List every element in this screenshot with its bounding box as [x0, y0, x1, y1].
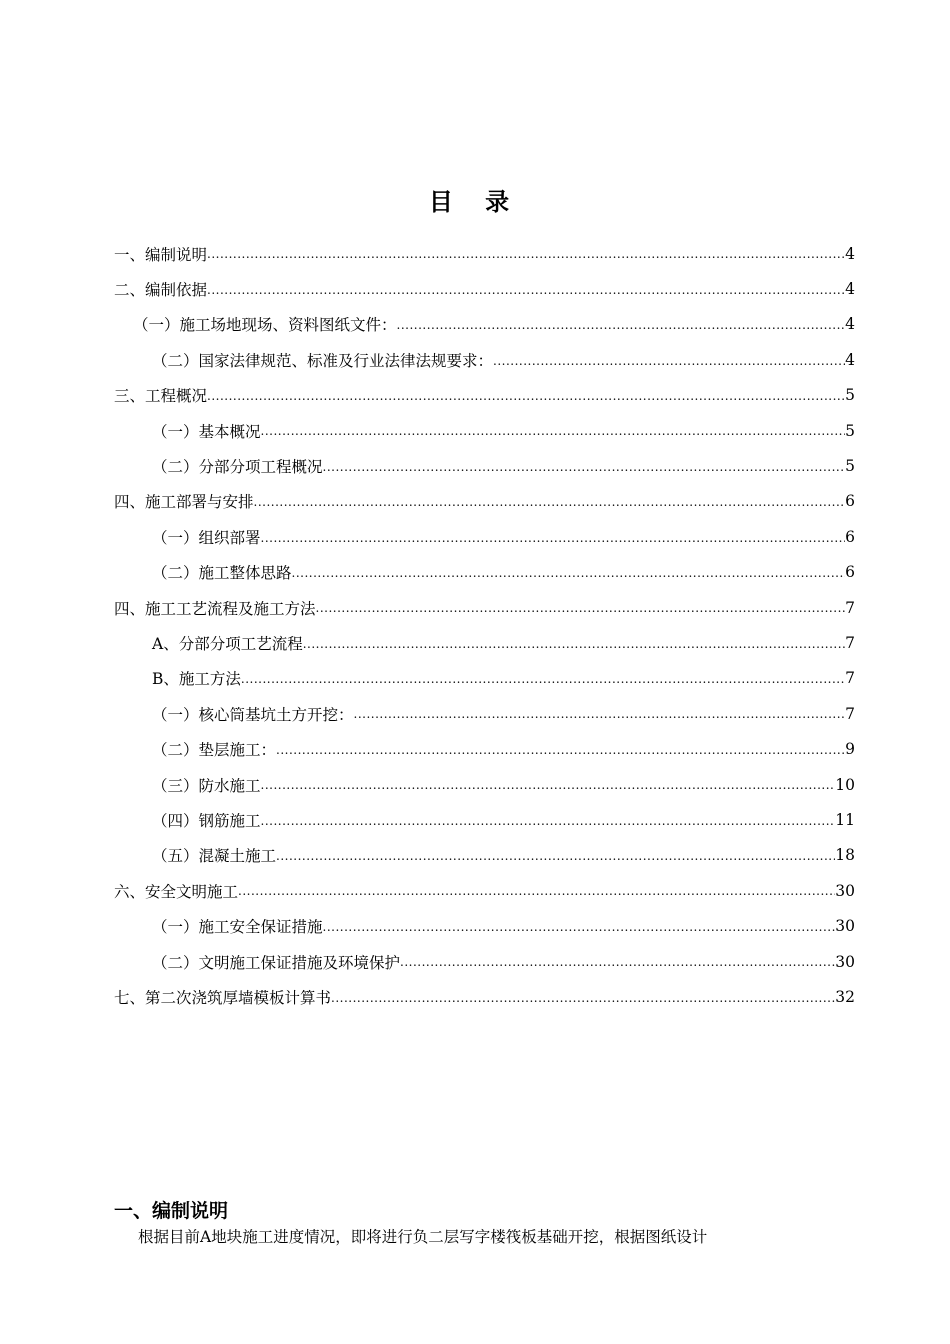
toc-entry[interactable]	[0, 307, 950, 342]
toc-entry-text: 四、施工工艺流程及施工方法	[114, 599, 316, 618]
toc-leader-dots	[261, 422, 846, 440]
toc-entry[interactable]	[0, 731, 950, 766]
toc-entry[interactable]	[0, 944, 950, 979]
toc-leader-dots	[238, 882, 835, 900]
toc-leader-dots	[261, 529, 846, 547]
toc-entry[interactable]	[0, 236, 950, 271]
toc-entry[interactable]	[0, 378, 950, 413]
toc-entry-text: 三、工程概况	[114, 387, 208, 406]
toc-entry-page: 9	[845, 740, 855, 759]
toc-leader-dots	[493, 352, 845, 370]
toc-entry[interactable]	[0, 802, 950, 837]
toc-entry-text: 六、安全文明施工	[114, 882, 239, 901]
toc-entry-text: （二）分部分项工程概况	[152, 458, 323, 477]
table-of-contents	[0, 236, 950, 1015]
toc-entry-page: 5	[845, 421, 855, 440]
toc-entry-text: （五）混凝土施工	[152, 847, 277, 866]
toc-leader-dots	[331, 989, 835, 1007]
toc-entry[interactable]	[0, 838, 950, 873]
toc-entry-text: （二）文明施工保证措施及环境保护	[152, 953, 401, 972]
toc-leader-dots	[400, 953, 835, 971]
toc-entry-page: 7	[845, 633, 855, 652]
toc-leader-dots	[397, 316, 846, 334]
toc-entry[interactable]	[0, 908, 950, 943]
toc-leader-dots	[261, 812, 836, 830]
toc-entry[interactable]	[0, 484, 950, 519]
toc-entry-text: （一）核心筒基坑土方开挖：	[152, 705, 354, 724]
toc-entry[interactable]	[0, 519, 950, 554]
toc-leader-dots	[276, 741, 845, 759]
toc-leader-dots	[241, 670, 845, 688]
toc-entry-page: 10	[835, 775, 855, 794]
section-body-text: 根据目前A地块施工进度情况，即将进行负二层写字楼筏板基础开挖，根据图纸设计	[138, 1228, 708, 1246]
toc-entry-text: 七、第二次浇筑厚墙模板计算书	[114, 988, 332, 1007]
toc-entry-text: 二、编制依据	[114, 281, 208, 300]
toc-entry-page: 32	[835, 987, 855, 1006]
toc-entry-page: 30	[835, 917, 855, 936]
toc-entry-page: 4	[845, 280, 855, 299]
toc-entry-page: 30	[835, 952, 855, 971]
toc-entry-page: 4	[845, 350, 855, 369]
toc-title: 目 录	[428, 188, 522, 216]
toc-entry-text: （一）施工安全保证措施	[152, 918, 323, 937]
toc-leader-dots	[207, 281, 845, 299]
toc-entry-text: （二）国家法律规范、标准及行业法律法规要求：	[152, 351, 494, 370]
toc-entry-page: 18	[835, 846, 855, 865]
toc-leader-dots	[303, 635, 845, 653]
toc-entry-text: 四、施工部署与安排	[114, 493, 254, 512]
toc-leader-dots	[276, 847, 835, 865]
toc-entry-text: （二）施工整体思路	[152, 564, 292, 583]
toc-entry-page: 7	[845, 704, 855, 723]
toc-entry[interactable]	[0, 625, 950, 660]
toc-entry-text: 一、编制说明	[114, 245, 208, 264]
toc-leader-dots	[254, 493, 846, 511]
toc-entry[interactable]	[0, 590, 950, 625]
toc-entry[interactable]	[0, 271, 950, 306]
toc-entry[interactable]	[0, 696, 950, 731]
toc-entry-text: （一）施工场地现场、资料图纸文件：	[133, 316, 397, 335]
toc-entry[interactable]	[0, 342, 950, 377]
toc-leader-dots	[261, 776, 836, 794]
toc-entry-page: 5	[845, 386, 855, 405]
toc-entry-page: 6	[845, 563, 855, 582]
toc-entry-text: （二）垫层施工：	[152, 741, 277, 760]
toc-leader-dots	[323, 918, 836, 936]
toc-entry-page: 7	[845, 669, 855, 688]
toc-entry-text: （四）钢筋施工	[152, 811, 261, 830]
toc-entry-text: （三）防水施工	[152, 776, 261, 795]
toc-entry-page: 4	[845, 315, 855, 334]
toc-entry[interactable]	[0, 555, 950, 590]
toc-leader-dots	[354, 705, 846, 723]
section-heading: 一、编制说明	[114, 1200, 229, 1222]
toc-entry-page: 30	[835, 881, 855, 900]
toc-entry-text: （一）基本概况	[152, 422, 261, 441]
toc-leader-dots	[316, 599, 846, 617]
toc-entry[interactable]	[0, 413, 950, 448]
toc-entry-text: （一）组织部署	[152, 528, 261, 547]
toc-entry-page: 4	[845, 244, 855, 263]
toc-entry-page: 7	[845, 598, 855, 617]
toc-leader-dots	[292, 564, 846, 582]
toc-entry-page: 5	[845, 457, 855, 476]
toc-leader-dots	[323, 458, 846, 476]
toc-entry[interactable]	[0, 661, 950, 696]
toc-entry[interactable]	[0, 448, 950, 483]
toc-entry-text: A、分部分项工艺流程	[152, 634, 303, 653]
toc-entry-page: 6	[845, 492, 855, 511]
toc-entry-page: 6	[845, 527, 855, 546]
toc-entry[interactable]	[0, 767, 950, 802]
toc-leader-dots	[207, 245, 845, 263]
toc-leader-dots	[207, 387, 845, 405]
toc-entry[interactable]	[0, 873, 950, 908]
toc-entry-text: B、施工方法	[152, 670, 241, 689]
toc-entry-page: 11	[835, 810, 855, 829]
toc-entry[interactable]	[0, 979, 950, 1014]
